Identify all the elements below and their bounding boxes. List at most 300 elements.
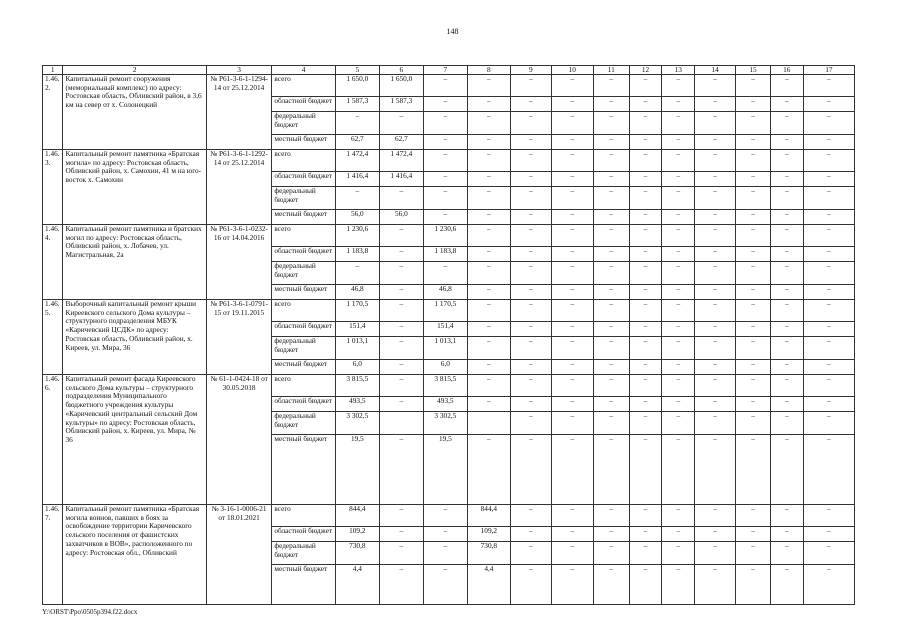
amount-cell: – — [593, 300, 629, 322]
amount-cell: 1 472,4 — [335, 150, 379, 172]
amount-cell: – — [803, 285, 854, 300]
amount-cell: – — [736, 375, 771, 397]
amount-cell: – — [736, 360, 771, 375]
funding-source-label: федеральный бюджет — [272, 112, 335, 135]
amount-cell: – — [379, 565, 423, 605]
amount-cell: – — [593, 397, 629, 412]
amount-cell: – — [423, 135, 467, 150]
amount-cell: – — [736, 262, 771, 285]
funding-source-label: всего — [272, 75, 335, 97]
amount-cell: 151,4 — [423, 322, 467, 337]
amount-cell: – — [379, 397, 423, 412]
amount-cell: – — [467, 322, 510, 337]
funding-source-label: всего — [272, 505, 335, 527]
amount-cell: – — [593, 285, 629, 300]
amount-cell: – — [736, 75, 771, 97]
amount-cell: – — [510, 322, 551, 337]
amount-cell: – — [736, 337, 771, 360]
amount-cell: – — [770, 210, 803, 225]
amount-cell: 6,0 — [423, 360, 467, 375]
amount-cell: – — [379, 285, 423, 300]
amount-cell: – — [510, 565, 551, 605]
amount-cell: – — [662, 412, 695, 435]
amount-cell: 3 815,5 — [423, 375, 467, 397]
funding-source-label: областной бюджет — [272, 397, 335, 412]
amount-cell: 1 013,1 — [423, 337, 467, 360]
amount-cell: – — [379, 112, 423, 135]
amount-cell: – — [695, 135, 736, 150]
amount-cell: – — [695, 435, 736, 505]
amount-cell: 46,8 — [423, 285, 467, 300]
amount-cell: – — [593, 187, 629, 210]
amount-cell: 3 302,5 — [335, 412, 379, 435]
amount-cell: – — [379, 337, 423, 360]
amount-cell: – — [736, 542, 771, 565]
funding-source-label: областной бюджет — [272, 527, 335, 542]
amount-cell: – — [629, 247, 662, 262]
amount-cell: – — [467, 225, 510, 247]
amount-cell: – — [379, 187, 423, 210]
amount-cell: – — [593, 150, 629, 172]
amount-cell: – — [423, 565, 467, 605]
column-number-header: 1 — [43, 66, 63, 75]
column-number-header: 4 — [272, 66, 335, 75]
funding-source-label: областной бюджет — [272, 172, 335, 187]
amount-cell: – — [551, 112, 593, 135]
amount-cell: – — [695, 225, 736, 247]
funding-source-label: всего — [272, 150, 335, 172]
amount-cell: – — [629, 135, 662, 150]
funding-source-label: местный бюджет — [272, 360, 335, 375]
amount-cell: 109,2 — [335, 527, 379, 542]
amount-cell: 4,4 — [467, 565, 510, 605]
amount-cell: 56,0 — [379, 210, 423, 225]
amount-cell: – — [662, 262, 695, 285]
amount-cell: – — [551, 75, 593, 97]
amount-cell: – — [510, 150, 551, 172]
amount-cell: – — [803, 262, 854, 285]
amount-cell: – — [551, 397, 593, 412]
amount-cell: – — [803, 435, 854, 505]
amount-cell: – — [736, 285, 771, 300]
amount-cell: – — [510, 135, 551, 150]
amount-cell: – — [423, 172, 467, 187]
amount-cell: – — [551, 210, 593, 225]
amount-cell: – — [736, 565, 771, 605]
amount-cell: – — [695, 97, 736, 112]
amount-cell: – — [467, 360, 510, 375]
funding-source-label: местный бюджет — [272, 435, 335, 505]
object-description: Капитальный ремонт памятника «Братская могила» по адресу: Ростовская область, Обливский район, х. Самохин, 41 м на юго-восток х. Самохин — [63, 150, 206, 225]
amount-cell: – — [803, 300, 854, 322]
amount-cell: – — [593, 435, 629, 505]
amount-cell: – — [736, 435, 771, 505]
funding-source-label: федеральный бюджет — [272, 187, 335, 210]
amount-cell: – — [629, 527, 662, 542]
amount-cell: 1 650,0 — [335, 75, 379, 97]
amount-cell: – — [803, 247, 854, 262]
funding-source-label: федеральный бюджет — [272, 542, 335, 565]
amount-cell: – — [770, 172, 803, 187]
amount-cell: – — [551, 527, 593, 542]
amount-cell: – — [803, 75, 854, 97]
amount-cell: – — [551, 435, 593, 505]
amount-cell: – — [335, 187, 379, 210]
amount-cell: – — [629, 187, 662, 210]
funding-source-label: федеральный бюджет — [272, 412, 335, 435]
object-description: Выборочный капитальный ремонт крыши Киреевского сельского Дома культуры – структурного подразделения МБУК «Каричевский ЦСДК» по адресу: Ростовская область, Обливский район, х. Киреев, ул. Мира, 36 — [63, 300, 206, 375]
table-body — [43, 75, 855, 605]
funding-source-label: местный бюджет — [272, 135, 335, 150]
amount-cell: – — [770, 285, 803, 300]
column-number-header: 13 — [662, 66, 695, 75]
amount-cell: – — [467, 187, 510, 210]
amount-cell: – — [662, 360, 695, 375]
amount-cell: – — [551, 135, 593, 150]
amount-cell: – — [423, 527, 467, 542]
amount-cell: 1 650,0 — [379, 75, 423, 97]
row-number: 1.46.5. — [43, 300, 63, 375]
amount-cell: – — [593, 112, 629, 135]
amount-cell: – — [629, 112, 662, 135]
amount-cell: – — [510, 435, 551, 505]
amount-cell: – — [629, 210, 662, 225]
row-number: 1.46.2. — [43, 75, 63, 150]
amount-cell: – — [662, 112, 695, 135]
amount-cell: – — [629, 150, 662, 172]
amount-cell: – — [379, 262, 423, 285]
amount-cell: 1 416,4 — [335, 172, 379, 187]
expertise-document: № Р61-3-6-1-0791-15 от 19.11.2015 — [206, 300, 272, 375]
amount-cell: – — [379, 247, 423, 262]
amount-cell: 19,5 — [335, 435, 379, 505]
amount-cell: 1 416,4 — [379, 172, 423, 187]
amount-cell: – — [695, 397, 736, 412]
amount-cell: – — [423, 210, 467, 225]
amount-cell: – — [551, 360, 593, 375]
column-number-header: 16 — [770, 66, 803, 75]
object-description: Капитальный ремонт памятника и братских могил по адресу: Ростовская область, Обливский район, х. Лобачев, ул. Магистральная, 2а — [63, 225, 206, 300]
amount-cell: – — [551, 97, 593, 112]
amount-cell: – — [551, 375, 593, 397]
amount-cell: – — [467, 262, 510, 285]
amount-cell: – — [551, 150, 593, 172]
column-number-header: 3 — [206, 66, 272, 75]
amount-cell: – — [379, 360, 423, 375]
amount-cell: 1 587,3 — [335, 97, 379, 112]
column-number-header: 5 — [335, 66, 379, 75]
amount-cell: 19,5 — [423, 435, 467, 505]
amount-cell: – — [629, 337, 662, 360]
amount-cell: – — [629, 262, 662, 285]
expertise-document: № 61-1-0424-18 от 30.05.2018 — [206, 375, 272, 505]
page-number: 148 — [446, 27, 459, 36]
amount-cell: – — [510, 75, 551, 97]
amount-cell: – — [695, 505, 736, 527]
amount-cell: 3 302,5 — [423, 412, 467, 435]
amount-cell: 1 170,5 — [335, 300, 379, 322]
amount-cell: – — [695, 300, 736, 322]
funding-source-label: всего — [272, 300, 335, 322]
amount-cell: – — [736, 112, 771, 135]
table-row — [43, 300, 855, 322]
amount-cell: – — [803, 187, 854, 210]
amount-cell: – — [593, 527, 629, 542]
amount-cell: – — [467, 112, 510, 135]
amount-cell: – — [770, 375, 803, 397]
amount-cell: – — [736, 397, 771, 412]
funding-source-label: местный бюджет — [272, 210, 335, 225]
amount-cell: – — [770, 247, 803, 262]
amount-cell: – — [695, 247, 736, 262]
budget-table — [42, 65, 855, 605]
amount-cell: – — [803, 97, 854, 112]
amount-cell: – — [423, 187, 467, 210]
amount-cell: – — [736, 210, 771, 225]
amount-cell: – — [770, 565, 803, 605]
amount-cell: – — [551, 412, 593, 435]
amount-cell: – — [467, 150, 510, 172]
amount-cell: – — [423, 542, 467, 565]
funding-source-label: федеральный бюджет — [272, 337, 335, 360]
amount-cell: – — [770, 542, 803, 565]
funding-source-label: местный бюджет — [272, 285, 335, 300]
amount-cell: – — [593, 337, 629, 360]
amount-cell: 1 013,1 — [335, 337, 379, 360]
amount-cell: 493,5 — [423, 397, 467, 412]
file-path-footer: Y:\ORST\Ppo\0505p394.f22.docx — [42, 608, 138, 616]
column-number-header: 7 — [423, 66, 467, 75]
row-number: 1.46.3. — [43, 150, 63, 225]
amount-cell: – — [510, 112, 551, 135]
amount-cell: – — [551, 565, 593, 605]
amount-cell: – — [770, 135, 803, 150]
amount-cell: – — [662, 322, 695, 337]
amount-cell: – — [770, 97, 803, 112]
expertise-document: № Р61-3-6-1-1294-14 от 25.12.2014 — [206, 75, 272, 150]
amount-cell: 4,4 — [335, 565, 379, 605]
amount-cell: – — [662, 225, 695, 247]
column-number-header: 14 — [695, 66, 736, 75]
table-row — [43, 225, 855, 247]
amount-cell: – — [695, 542, 736, 565]
amount-cell: – — [551, 172, 593, 187]
amount-cell: – — [379, 300, 423, 322]
amount-cell: – — [803, 375, 854, 397]
amount-cell: – — [510, 527, 551, 542]
amount-cell: – — [467, 75, 510, 97]
amount-cell: – — [510, 375, 551, 397]
column-number-header: 17 — [803, 66, 854, 75]
table-row — [43, 375, 855, 397]
amount-cell: – — [736, 150, 771, 172]
amount-cell: – — [510, 285, 551, 300]
amount-cell: – — [379, 322, 423, 337]
amount-cell: – — [379, 527, 423, 542]
amount-cell: – — [662, 97, 695, 112]
amount-cell: – — [467, 337, 510, 360]
amount-cell: 46,8 — [335, 285, 379, 300]
amount-cell: – — [593, 97, 629, 112]
amount-cell: – — [510, 360, 551, 375]
amount-cell: – — [510, 412, 551, 435]
table-row — [43, 75, 855, 97]
amount-cell: – — [629, 75, 662, 97]
amount-cell: – — [593, 505, 629, 527]
amount-cell: – — [629, 97, 662, 112]
amount-cell: – — [736, 97, 771, 112]
amount-cell: – — [803, 225, 854, 247]
amount-cell: – — [695, 210, 736, 225]
table-row — [43, 505, 855, 527]
amount-cell: – — [629, 542, 662, 565]
amount-cell: – — [629, 375, 662, 397]
amount-cell: – — [736, 247, 771, 262]
amount-cell: – — [662, 565, 695, 605]
amount-cell: – — [736, 172, 771, 187]
amount-cell: – — [770, 300, 803, 322]
amount-cell: – — [629, 505, 662, 527]
amount-cell: – — [736, 412, 771, 435]
amount-cell: – — [379, 225, 423, 247]
amount-cell: – — [662, 75, 695, 97]
amount-cell: 151,4 — [335, 322, 379, 337]
amount-cell: – — [803, 150, 854, 172]
amount-cell: – — [467, 435, 510, 505]
amount-cell: – — [510, 337, 551, 360]
column-number-header: 6 — [379, 66, 423, 75]
amount-cell: – — [662, 300, 695, 322]
amount-cell: – — [662, 397, 695, 412]
column-number-header: 15 — [736, 66, 771, 75]
amount-cell: – — [423, 112, 467, 135]
amount-cell: 1 230,6 — [423, 225, 467, 247]
amount-cell: – — [736, 527, 771, 542]
column-number-row — [43, 66, 855, 75]
amount-cell: – — [803, 527, 854, 542]
amount-cell: 730,8 — [467, 542, 510, 565]
amount-cell: – — [510, 300, 551, 322]
funding-source-label: областной бюджет — [272, 247, 335, 262]
amount-cell: – — [423, 262, 467, 285]
amount-cell: – — [662, 135, 695, 150]
amount-cell: 1 183,8 — [335, 247, 379, 262]
row-number: 1.46.6. — [43, 375, 63, 505]
amount-cell: – — [695, 262, 736, 285]
amount-cell: 1 230,6 — [335, 225, 379, 247]
amount-cell: – — [467, 210, 510, 225]
amount-cell: – — [510, 542, 551, 565]
amount-cell — [467, 412, 510, 435]
amount-cell: 844,4 — [335, 505, 379, 527]
amount-cell: – — [662, 435, 695, 505]
amount-cell: – — [379, 435, 423, 505]
funding-source-label: областной бюджет — [272, 97, 335, 112]
expertise-document: № Р61-3-6-1-0232-16 от 14.04.2016 — [206, 225, 272, 300]
amount-cell: – — [629, 300, 662, 322]
amount-cell: – — [695, 565, 736, 605]
amount-cell: – — [695, 112, 736, 135]
amount-cell: – — [770, 187, 803, 210]
amount-cell: – — [770, 412, 803, 435]
amount-cell: – — [510, 187, 551, 210]
amount-cell: – — [770, 322, 803, 337]
amount-cell: – — [379, 542, 423, 565]
amount-cell: – — [467, 397, 510, 412]
amount-cell: – — [770, 397, 803, 412]
amount-cell: – — [423, 505, 467, 527]
amount-cell: – — [662, 285, 695, 300]
amount-cell: – — [593, 412, 629, 435]
amount-cell: – — [736, 505, 771, 527]
amount-cell: – — [662, 542, 695, 565]
table-row — [43, 150, 855, 172]
amount-cell: – — [803, 135, 854, 150]
amount-cell: – — [695, 412, 736, 435]
amount-cell: – — [467, 375, 510, 397]
amount-cell: – — [770, 75, 803, 97]
amount-cell: – — [770, 225, 803, 247]
amount-cell: – — [770, 262, 803, 285]
amount-cell: – — [593, 262, 629, 285]
amount-cell: – — [770, 505, 803, 527]
funding-source-label: областной бюджет — [272, 322, 335, 337]
amount-cell: 56,0 — [335, 210, 379, 225]
amount-cell: – — [510, 172, 551, 187]
amount-cell: – — [662, 375, 695, 397]
amount-cell: – — [695, 172, 736, 187]
column-number-header: 11 — [593, 66, 629, 75]
amount-cell: – — [695, 527, 736, 542]
amount-cell: – — [803, 322, 854, 337]
amount-cell: – — [803, 172, 854, 187]
amount-cell: – — [662, 210, 695, 225]
amount-cell: 730,8 — [335, 542, 379, 565]
amount-cell: – — [695, 285, 736, 300]
amount-cell: – — [467, 97, 510, 112]
amount-cell: – — [551, 187, 593, 210]
amount-cell: – — [467, 285, 510, 300]
amount-cell: – — [803, 112, 854, 135]
amount-cell: – — [551, 262, 593, 285]
amount-cell: – — [662, 505, 695, 527]
object-description: Капитальный ремонт фасада Киреевского сельского Дома культуры – структурного подразделения Муниципального бюджетного учреждения культуры «Каричевский центральный сельский Дом культуры» по адресу: Ростовская область, Обливский район, х. Киреев, ул. Мира, № 36 — [63, 375, 206, 505]
amount-cell: – — [629, 397, 662, 412]
amount-cell: – — [510, 262, 551, 285]
amount-cell: 844,4 — [467, 505, 510, 527]
amount-cell: – — [662, 150, 695, 172]
amount-cell: 1 170,5 — [423, 300, 467, 322]
amount-cell: – — [770, 527, 803, 542]
amount-cell: – — [423, 97, 467, 112]
amount-cell: – — [423, 150, 467, 172]
amount-cell: – — [736, 135, 771, 150]
amount-cell: – — [629, 435, 662, 505]
amount-cell: – — [551, 337, 593, 360]
amount-cell: – — [629, 565, 662, 605]
amount-cell: – — [662, 187, 695, 210]
funding-source-label: федеральный бюджет — [272, 262, 335, 285]
amount-cell: – — [695, 360, 736, 375]
amount-cell: – — [510, 247, 551, 262]
amount-cell: – — [467, 172, 510, 187]
object-description: Капитальный ремонт сооружения (мемориальный комплекс) по адресу: Ростовская область, Обливский район, в 3,6 км на север от х. Солонецкий — [63, 75, 206, 150]
amount-cell: – — [510, 505, 551, 527]
amount-cell: – — [736, 300, 771, 322]
amount-cell: – — [593, 542, 629, 565]
amount-cell: – — [593, 225, 629, 247]
amount-cell: – — [629, 285, 662, 300]
